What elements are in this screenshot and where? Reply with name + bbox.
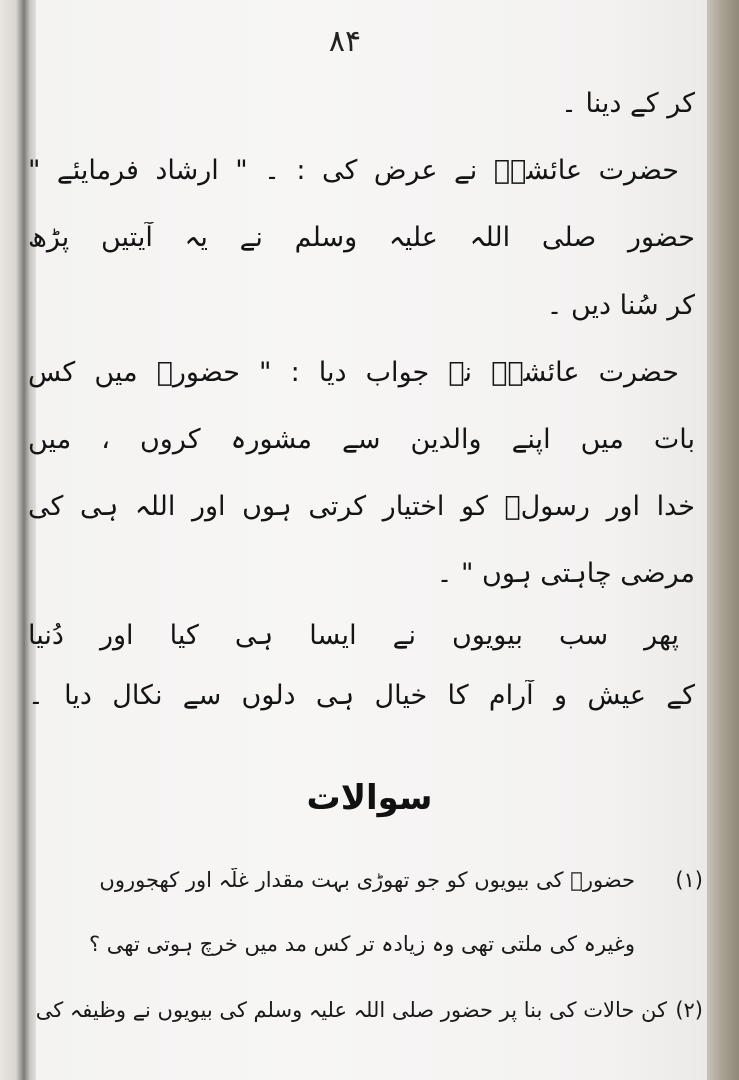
body-line-8: مرضی چاہتی ہوں " ۔ bbox=[436, 558, 695, 589]
body-line-2: حضرت عائشہؓ نے عرض کی : ۔ " ارشاد فرمایئے " bbox=[28, 155, 679, 186]
body-line-4: کر سُنا دیں ۔ bbox=[546, 290, 695, 321]
body-line-10: کے عیش و آرام کا خیال ہی دلوں سے نکال دیا ۔ bbox=[28, 680, 695, 711]
question-1-number: (۱) bbox=[675, 868, 703, 892]
question-2-number: (۲) bbox=[675, 998, 703, 1022]
book-cover-edge bbox=[707, 0, 739, 1080]
question-1-line-1: حضورؐ کی بیویوں کو جو تھوڑی بہت مقدار غلّہ اور کھجوروں bbox=[99, 868, 635, 892]
question-1-line-2: وغیرہ کی ملتی تھی وہ زیادہ تر کس مد میں خرچ ہوتی تھی ؟ bbox=[88, 932, 635, 956]
body-line-3: حضور صلی اللہ علیہ وسلم نے یہ آیتیں پڑھ bbox=[28, 222, 695, 253]
body-line-1: کر کے دینا ۔ bbox=[561, 88, 695, 119]
question-2-line-1: کن حالات کی بنا پر حضور صلی اللہ علیہ وسلم کی بیویوں نے وظیفہ کی bbox=[35, 998, 667, 1022]
body-line-7: خدا اور رسولؐ کو اختیار کرتی ہوں اور اللہ ہی کی bbox=[28, 491, 695, 522]
body-line-5: حضرت عائشہؓ نے جواب دیا : " حضورؐ میں کس bbox=[28, 357, 679, 388]
page-number: ۸۴ bbox=[328, 24, 362, 59]
body-line-6: بات میں اپنے والدین سے مشورہ کروں ، میں bbox=[28, 424, 695, 455]
section-heading: سوالات bbox=[306, 778, 433, 818]
body-line-9: پھر سب بیویوں نے ایسا ہی کیا اور دُنیا bbox=[28, 620, 679, 651]
